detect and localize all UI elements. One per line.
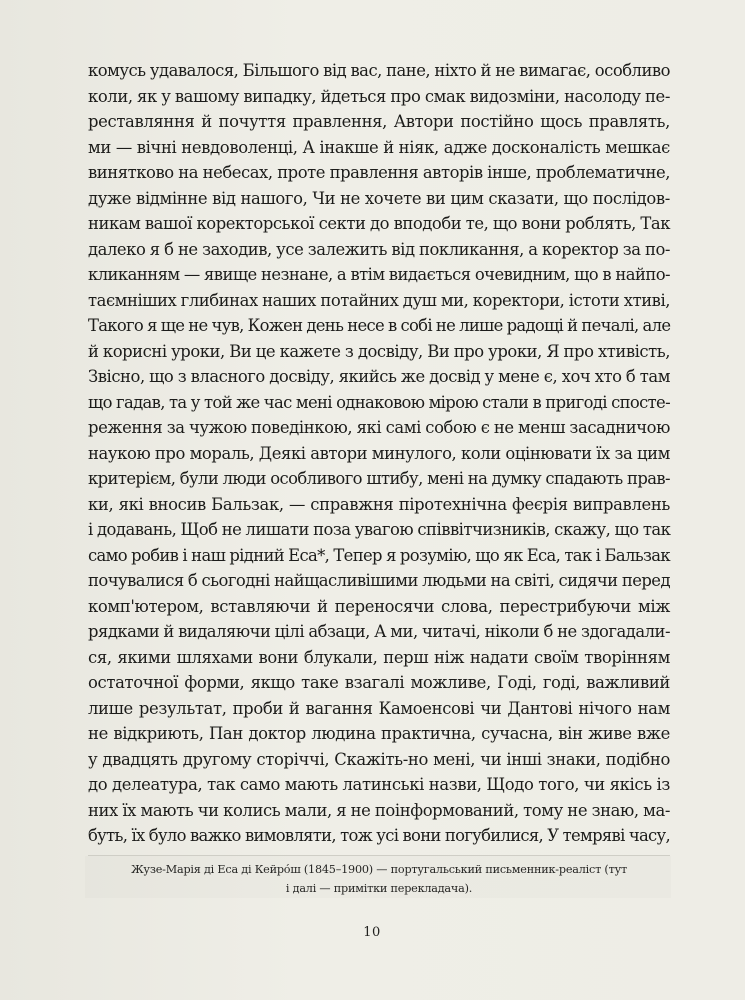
text-line: критерієм, були люди особливого штибу, мені на думку спадають прав-	[88, 469, 670, 488]
text-line: комп'ютером, вставляючи й переносячи слова, перестрибуючи між	[88, 596, 670, 616]
text-line: почувалися б сьогодні найщасливішими людьми на світі, сидячи перед	[88, 571, 670, 590]
text-line: буть, їх було важко вимовляти, тож усі вони погубилися, У темряві часу,	[88, 826, 670, 845]
text-line: ми — вічні невдоволенці, А інакше й ніяк, адже досконалість мешкає	[88, 137, 670, 157]
text-line: що гадав, та у той же час мені однаковою мірою стали в пригоді спосте-	[88, 392, 670, 412]
text-line: рядками й видаляючи цілі абзаци, А ми, читачі, ніколи б не здогадали-	[88, 622, 670, 641]
text-line: само робив і наш рідний Еса*, Тепер я розумію, що як Еса, так і Бальзак	[88, 545, 670, 565]
text-line: до делеатура, так само мають латинські назви, Щодо того, чи якісь із	[88, 775, 670, 794]
text-line: у двадцять другому сторіччі, Скажіть-но мені, чи інші знаки, подібно	[88, 749, 670, 769]
text-line: Звісно, що з власного досвіду, якийсь же досвід у мене є, хоч хто б там	[88, 367, 670, 386]
text-line: реження за чужою поведінкою, які самі собою є не менш засадничою	[88, 418, 670, 437]
text-line: никам вашої коректорської секти до вподоби те, що вони роблять, Так	[88, 214, 670, 233]
text-line: не відкриють, Пан доктор людина практична, сучасна, він живе вже	[88, 724, 670, 743]
text-line: винятково на небесах, проте правлення авторів інше, проблематичне,	[88, 163, 670, 182]
text-line: коли, як у вашому випадку, йдеться про смак видозміни, насолоду пе-	[88, 86, 670, 106]
text-line: остаточної форми, якщо таке взагалі можливе, Годі, годі, важливий	[88, 673, 670, 692]
text-line: комусь удавалося, Більшого від вас, пане, ніхто й не вимагає, особливо	[88, 61, 670, 80]
main-text-block	[88, 58, 670, 849]
text-line: реставляння й почуття правлення, Автори постійно щось правлять,	[88, 112, 670, 131]
text-line: кликанням — явище незнане, а втім видається очевидним, що в найпо-	[88, 265, 670, 284]
text-line: дуже відмінне від нашого, Чи не хочете ви цим сказати, що послідов-	[88, 188, 670, 208]
text-line: таємніших глибинах наших потайних душ ми, коректори, істоти хтиві,	[88, 290, 670, 310]
text-line: і додавань, Щоб не лишати поза увагою співвітчизників, скажу, що так	[88, 520, 671, 539]
text-line: наукою про мораль, Деякі автори минулого, коли оцінювати їх за цим	[88, 443, 670, 463]
text-line: лише результат, проби й вагання Камоенсові чи Дантові нічого нам	[88, 698, 670, 718]
text-line: й корисні уроки, Ви це кажете з досвіду, Ви про уроки, Я про хтивість,	[88, 341, 670, 361]
footnote-line: і далі — примітки перекладача).	[285, 882, 473, 895]
text-line: них їх мають чи колись мали, я не поінформований, тому не знаю, ма-	[88, 800, 670, 820]
footnote	[88, 860, 670, 898]
text-line: Такого я ще не чув, Кожен день несе в собі не лише радощі й печалі, але	[88, 316, 671, 335]
page-number: 10	[363, 925, 381, 940]
text-line: ся, якими шляхами вони блукали, перш ніж надати своїм творінням	[88, 647, 670, 667]
footnote-divider	[88, 855, 670, 856]
text-line: далеко я б не заходив, усе залежить від покликання, а коректор за по-	[88, 239, 670, 259]
footnote-line: Жузе-Марія ді Еса ді Кейро́ш (1845–1900) — португальський письменник-реаліст (тут	[131, 863, 627, 876]
text-line: ки, які вносив Бальзак, — справжня піротехнічна феєрія виправлень	[88, 494, 670, 514]
